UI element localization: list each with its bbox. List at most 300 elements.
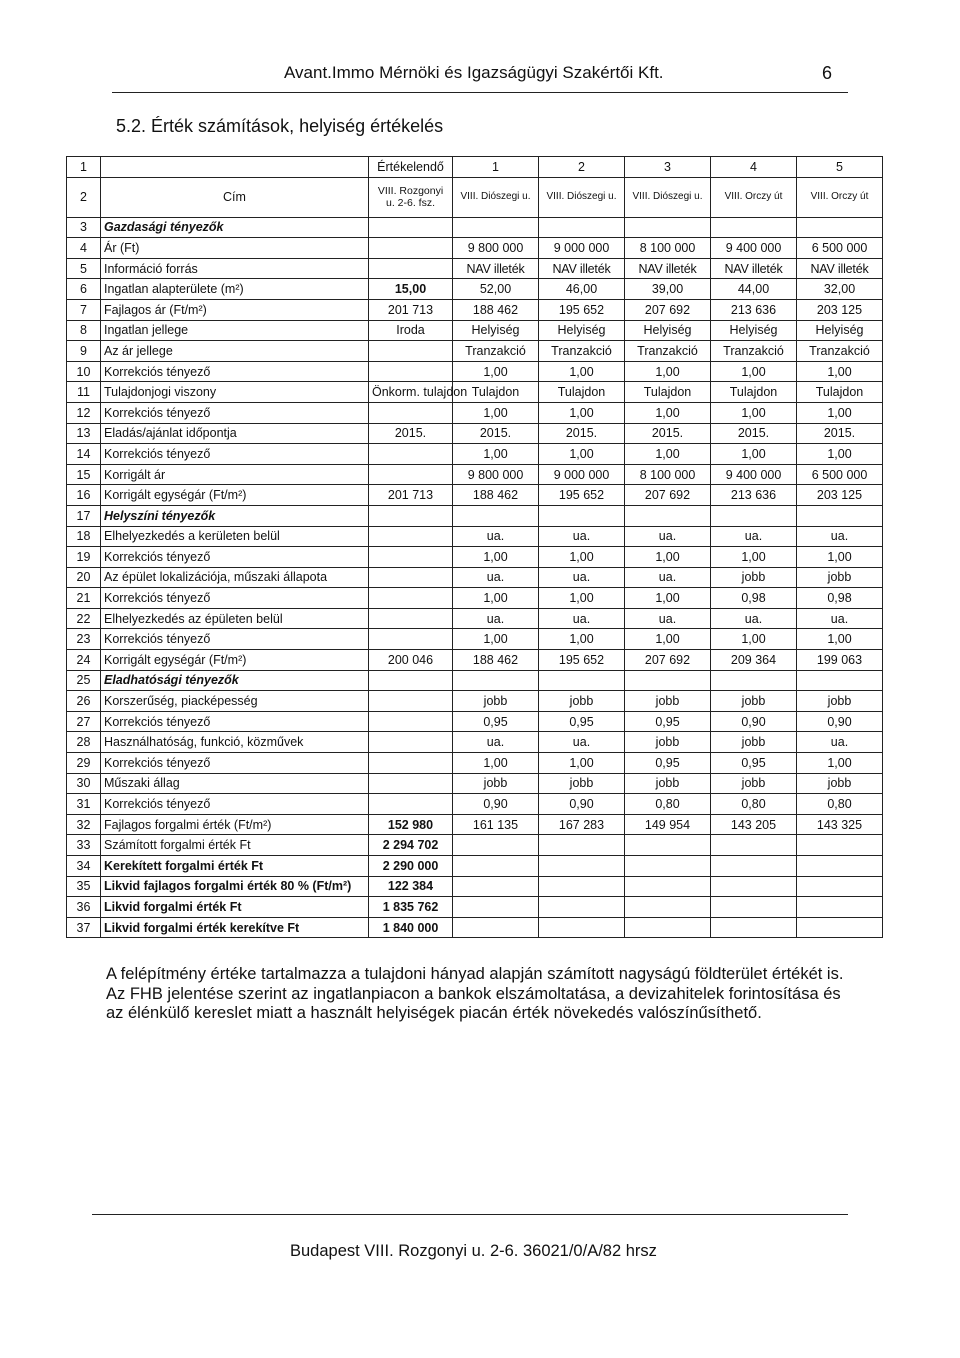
table-row — [67, 711, 883, 732]
row-label: Ár (Ft) — [101, 238, 369, 259]
comp-value: Tranzakció — [453, 341, 539, 362]
comp-value: 1,00 — [539, 444, 625, 465]
comp-value: 6 500 000 — [797, 464, 883, 485]
row-number: 15 — [67, 464, 101, 485]
comp-value — [797, 876, 883, 897]
row-label: Tulajdonjogi viszony — [101, 382, 369, 403]
comp-value: 203 125 — [797, 485, 883, 506]
comp-value: ua. — [797, 608, 883, 629]
subject-value — [369, 238, 453, 259]
comp-value — [625, 897, 711, 918]
comp-address: VIII. Diószegi u. — [539, 177, 625, 217]
row-label: Likvid fajlagos forgalmi érték 80 % (Ft/m²) — [101, 876, 369, 897]
section-heading: Gazdasági tényezők — [101, 217, 369, 238]
valuation-table — [66, 156, 883, 938]
comp-value — [453, 897, 539, 918]
comp-value: Tranzakció — [711, 341, 797, 362]
row-label: Korrekciós tényező — [101, 444, 369, 465]
comp-value — [797, 856, 883, 877]
row-number: 12 — [67, 402, 101, 423]
subject-value: 1 840 000 — [369, 917, 453, 938]
table-row — [67, 814, 883, 835]
comp-value: 188 462 — [453, 485, 539, 506]
comp-value: 213 636 — [711, 299, 797, 320]
row-number: 24 — [67, 650, 101, 671]
subject-value — [369, 547, 453, 568]
row-label: Korrigált ár — [101, 464, 369, 485]
comp-value: 1,00 — [453, 444, 539, 465]
comp-value: Tranzakció — [797, 341, 883, 362]
table-row — [67, 238, 883, 259]
subject-value — [369, 402, 453, 423]
comp-value — [711, 856, 797, 877]
comp-value: 0,95 — [625, 711, 711, 732]
row-number: 30 — [67, 773, 101, 794]
table-row — [67, 547, 883, 568]
company-header: Avant.Immo Mérnöki és Igazságügyi Szakértői Kft. — [284, 63, 664, 82]
comp-value: Helyiség — [711, 320, 797, 341]
row-label: Korrekciós tényező — [101, 753, 369, 774]
subject-value — [369, 341, 453, 362]
comp-value: 1,00 — [539, 402, 625, 423]
comp-value: 9 400 000 — [711, 238, 797, 259]
table-row — [67, 382, 883, 403]
row-number: 28 — [67, 732, 101, 753]
table-row — [67, 732, 883, 753]
comp-address: VIII. Diószegi u. — [453, 177, 539, 217]
comp-value: 0,95 — [453, 711, 539, 732]
subject-value — [369, 670, 453, 691]
subject-value — [369, 588, 453, 609]
row-number: 13 — [67, 423, 101, 444]
comp-value: 2015. — [711, 423, 797, 444]
comp-value: jobb — [711, 567, 797, 588]
comp-value — [539, 876, 625, 897]
comp-value — [711, 505, 797, 526]
comp-value: NAV illeték — [797, 258, 883, 279]
comp-value: NAV illeték — [625, 258, 711, 279]
comp-value — [711, 835, 797, 856]
comp-value: Tulajdon — [711, 382, 797, 403]
comp-value: 2015. — [539, 423, 625, 444]
row-label: Az épület lokalizációja, műszaki állapota — [101, 567, 369, 588]
subject-value: 200 046 — [369, 650, 453, 671]
row-label: Korrekciós tényező — [101, 547, 369, 568]
table-row — [67, 670, 883, 691]
comp-value: 1,00 — [453, 361, 539, 382]
table-row — [67, 320, 883, 341]
comp-value: 195 652 — [539, 299, 625, 320]
table-row — [67, 157, 883, 178]
subject-value — [369, 526, 453, 547]
comp-value: 203 125 — [797, 299, 883, 320]
comp-value: Helyiség — [625, 320, 711, 341]
table-row — [67, 876, 883, 897]
comp-value — [711, 876, 797, 897]
comp-value — [711, 670, 797, 691]
comp-value: 188 462 — [453, 299, 539, 320]
comp-value — [453, 835, 539, 856]
row-label: Korrigált egységár (Ft/m²) — [101, 650, 369, 671]
comp-value — [453, 217, 539, 238]
subject-value: Iroda — [369, 320, 453, 341]
subject-value: Önkorm. tulajdon — [369, 382, 453, 403]
row-number: 8 — [67, 320, 101, 341]
comp-value — [625, 856, 711, 877]
comp-value: ua. — [797, 732, 883, 753]
comp-value: NAV illeték — [453, 258, 539, 279]
comp-value — [625, 670, 711, 691]
table-row — [67, 753, 883, 774]
comp-value: jobb — [711, 691, 797, 712]
row-label: Ingatlan jellege — [101, 320, 369, 341]
comp-value — [539, 217, 625, 238]
comp-value: 1,00 — [453, 402, 539, 423]
row-label: Műszaki állag — [101, 773, 369, 794]
comp-value: Helyiség — [539, 320, 625, 341]
table-row — [67, 691, 883, 712]
comp-value: jobb — [625, 732, 711, 753]
comp-value: 1,00 — [711, 547, 797, 568]
comp-value: 6 500 000 — [797, 238, 883, 259]
comp-value: 195 652 — [539, 485, 625, 506]
comp-value: 1,00 — [453, 629, 539, 650]
row-number: 3 — [67, 217, 101, 238]
row-number: 11 — [67, 382, 101, 403]
comp-value — [625, 505, 711, 526]
row-label — [101, 157, 369, 178]
comp-value — [453, 505, 539, 526]
table-row — [67, 505, 883, 526]
comp-value: NAV illeték — [711, 258, 797, 279]
comp-value: jobb — [539, 773, 625, 794]
comp-value — [539, 856, 625, 877]
comp-value: 1,00 — [797, 361, 883, 382]
subject-value — [369, 773, 453, 794]
comp-number: 3 — [625, 157, 711, 178]
row-number: 20 — [67, 567, 101, 588]
table-row — [67, 588, 883, 609]
row-label: Használhatóság, funkció, közművek — [101, 732, 369, 753]
table-row — [67, 258, 883, 279]
table-row — [67, 464, 883, 485]
row-number: 9 — [67, 341, 101, 362]
comp-value: 2015. — [625, 423, 711, 444]
comp-value — [797, 897, 883, 918]
table-row — [67, 856, 883, 877]
row-number: 1 — [67, 157, 101, 178]
table-row — [67, 917, 883, 938]
header-divider — [112, 92, 848, 93]
row-label: Ingatlan alapterülete (m²) — [101, 279, 369, 300]
comp-value: 143 325 — [797, 814, 883, 835]
comp-value: Helyiség — [797, 320, 883, 341]
row-number: 34 — [67, 856, 101, 877]
table-row — [67, 526, 883, 547]
section-heading: Helyszíni tényezők — [101, 505, 369, 526]
comp-value: 1,00 — [797, 444, 883, 465]
subject-value — [369, 732, 453, 753]
comp-value: jobb — [453, 691, 539, 712]
comp-value: 1,00 — [797, 629, 883, 650]
comp-value: 0,98 — [711, 588, 797, 609]
comp-value: jobb — [711, 773, 797, 794]
comp-value: ua. — [539, 567, 625, 588]
comp-value — [625, 917, 711, 938]
comp-value — [797, 505, 883, 526]
subject-value: 152 980 — [369, 814, 453, 835]
row-number: 18 — [67, 526, 101, 547]
comp-value: 1,00 — [453, 547, 539, 568]
row-number: 16 — [67, 485, 101, 506]
subject-value — [369, 361, 453, 382]
page-number: 6 — [822, 63, 833, 83]
table-row — [67, 217, 883, 238]
comp-value — [453, 876, 539, 897]
comp-value: 1,00 — [453, 588, 539, 609]
table-row — [67, 650, 883, 671]
comp-value: ua. — [625, 608, 711, 629]
comp-value — [539, 835, 625, 856]
table-row — [67, 485, 883, 506]
footer-address: Budapest VIII. Rozgonyi u. 2-6. 36021/0/A/82 hrsz — [290, 1242, 657, 1260]
row-label: Korrekciós tényező — [101, 588, 369, 609]
comp-value — [625, 876, 711, 897]
comp-value — [539, 670, 625, 691]
comp-value: 39,00 — [625, 279, 711, 300]
comp-value: 0,90 — [539, 794, 625, 815]
comp-value: 199 063 — [797, 650, 883, 671]
comp-value: 1,00 — [797, 402, 883, 423]
table-row — [67, 423, 883, 444]
comp-value: ua. — [453, 567, 539, 588]
table-row — [67, 279, 883, 300]
table-row — [67, 629, 883, 650]
comp-value: jobb — [797, 691, 883, 712]
comp-value: jobb — [453, 773, 539, 794]
comp-value: 143 205 — [711, 814, 797, 835]
comp-value: 161 135 — [453, 814, 539, 835]
comp-value: 2015. — [797, 423, 883, 444]
subject-value — [369, 505, 453, 526]
subject-value: 201 713 — [369, 299, 453, 320]
comp-value: 0,98 — [797, 588, 883, 609]
comp-value: 52,00 — [453, 279, 539, 300]
table-row — [67, 835, 883, 856]
comp-value — [539, 505, 625, 526]
row-label: Fajlagos forgalmi érték (Ft/m²) — [101, 814, 369, 835]
comp-value: 9 000 000 — [539, 238, 625, 259]
table-row — [67, 608, 883, 629]
comp-value: Tranzakció — [539, 341, 625, 362]
comp-value: Helyiség — [453, 320, 539, 341]
comp-value: jobb — [711, 732, 797, 753]
comp-value — [539, 917, 625, 938]
row-number: 31 — [67, 794, 101, 815]
row-label: Kerekített forgalmi érték Ft — [101, 856, 369, 877]
comp-value: Tulajdon — [797, 382, 883, 403]
row-number: 21 — [67, 588, 101, 609]
comp-number: 4 — [711, 157, 797, 178]
section-title: 5.2. Érték számítások, helyiség értékelés — [116, 116, 444, 136]
row-number: 22 — [67, 608, 101, 629]
comp-value: 209 364 — [711, 650, 797, 671]
comp-number: 2 — [539, 157, 625, 178]
comp-value: jobb — [539, 691, 625, 712]
comp-value: 1,00 — [797, 547, 883, 568]
comp-value: ua. — [453, 732, 539, 753]
table-row — [67, 794, 883, 815]
explanatory-paragraph: A felépítmény értéke tartalmazza a tulajdoni hányad alapján számított nagyságú földterület értékét is. Az FHB jelentése szerint az ingatlanpiacon a bankok elszámoltatása, a devizahitelek forintosítása és az élénkülő kereslet miatt a használt helyiségek piacán érték növekedés valószínűsíthető. — [106, 965, 844, 1022]
comp-value: Tulajdon — [539, 382, 625, 403]
row-number: 6 — [67, 279, 101, 300]
comp-value: 9 400 000 — [711, 464, 797, 485]
row-label: Likvid forgalmi érték Ft — [101, 897, 369, 918]
comp-value: 0,90 — [797, 711, 883, 732]
comp-value: 32,00 — [797, 279, 883, 300]
row-label: Korrigált egységár (Ft/m²) — [101, 485, 369, 506]
comp-value: 207 692 — [625, 299, 711, 320]
row-number: 25 — [67, 670, 101, 691]
subject-value: 1 835 762 — [369, 897, 453, 918]
table-row — [67, 897, 883, 918]
comp-value: ua. — [539, 608, 625, 629]
comp-value: 1,00 — [625, 402, 711, 423]
comp-value: Tranzakció — [625, 341, 711, 362]
row-number: 2 — [67, 177, 101, 217]
comp-value — [453, 917, 539, 938]
comp-value: 1,00 — [625, 361, 711, 382]
row-label: Likvid forgalmi érték kerekítve Ft — [101, 917, 369, 938]
row-number: 4 — [67, 238, 101, 259]
comp-address: VIII. Orczy út — [797, 177, 883, 217]
row-label: Az ár jellege — [101, 341, 369, 362]
comp-value: 195 652 — [539, 650, 625, 671]
comp-value: ua. — [625, 526, 711, 547]
row-label: Korrekciós tényező — [101, 629, 369, 650]
comp-value — [539, 897, 625, 918]
comp-value: 1,00 — [539, 629, 625, 650]
comp-value: 1,00 — [453, 753, 539, 774]
table-row — [67, 402, 883, 423]
subject-value — [369, 691, 453, 712]
comp-value: 1,00 — [797, 753, 883, 774]
comp-value: jobb — [797, 567, 883, 588]
table-row — [67, 444, 883, 465]
row-label: Fajlagos ár (Ft/m²) — [101, 299, 369, 320]
comp-value: jobb — [625, 691, 711, 712]
subject-address: VIII. Rozgonyi u. 2-6. fsz. — [369, 177, 453, 217]
row-label: Számított forgalmi érték Ft — [101, 835, 369, 856]
comp-value — [711, 917, 797, 938]
table-row — [67, 299, 883, 320]
comp-value: 1,00 — [539, 547, 625, 568]
comp-value — [797, 917, 883, 938]
row-number: 27 — [67, 711, 101, 732]
comp-number: 5 — [797, 157, 883, 178]
comp-value — [797, 217, 883, 238]
row-number: 23 — [67, 629, 101, 650]
subject-value: 2015. — [369, 423, 453, 444]
comp-value — [711, 217, 797, 238]
comp-value — [797, 835, 883, 856]
comp-value: ua. — [453, 526, 539, 547]
comp-value: 207 692 — [625, 485, 711, 506]
subject-value: 2 290 000 — [369, 856, 453, 877]
comp-value: 1,00 — [539, 588, 625, 609]
comp-value: ua. — [797, 526, 883, 547]
row-number: 19 — [67, 547, 101, 568]
comp-value — [625, 835, 711, 856]
comp-value: 0,80 — [797, 794, 883, 815]
comp-value: 1,00 — [711, 629, 797, 650]
row-label: Korrekciós tényező — [101, 794, 369, 815]
comp-value: 8 100 000 — [625, 238, 711, 259]
table-row — [67, 567, 883, 588]
comp-value: 1,00 — [711, 361, 797, 382]
row-label: Korszerűség, piacképesség — [101, 691, 369, 712]
subject-value — [369, 608, 453, 629]
comp-value — [453, 670, 539, 691]
comp-value: 8 100 000 — [625, 464, 711, 485]
comp-value: ua. — [539, 526, 625, 547]
comp-value: Tulajdon — [453, 382, 539, 403]
comp-value: 213 636 — [711, 485, 797, 506]
row-number: 26 — [67, 691, 101, 712]
row-number: 29 — [67, 753, 101, 774]
comp-value: 1,00 — [539, 361, 625, 382]
comp-value: 0,95 — [539, 711, 625, 732]
comp-address: VIII. Orczy út — [711, 177, 797, 217]
comp-value: 0,80 — [711, 794, 797, 815]
section-heading: Eladhatósági tényezők — [101, 670, 369, 691]
subject-header: Értékelendő — [369, 157, 453, 178]
row-number: 35 — [67, 876, 101, 897]
comp-value: 188 462 — [453, 650, 539, 671]
subject-value: 15,00 — [369, 279, 453, 300]
comp-value: 0,80 — [625, 794, 711, 815]
row-label: Információ forrás — [101, 258, 369, 279]
row-number: 36 — [67, 897, 101, 918]
comp-value: Tulajdon — [625, 382, 711, 403]
table-row — [67, 773, 883, 794]
row-number: 10 — [67, 361, 101, 382]
row-label: Korrekciós tényező — [101, 711, 369, 732]
comp-value — [453, 856, 539, 877]
row-label: Elhelyezkedés az épületen belül — [101, 608, 369, 629]
subject-value — [369, 464, 453, 485]
comp-value: 1,00 — [625, 444, 711, 465]
subject-value — [369, 217, 453, 238]
comp-value: 44,00 — [711, 279, 797, 300]
table-row — [67, 341, 883, 362]
comp-value: 1,00 — [711, 444, 797, 465]
comp-value: 1,00 — [625, 588, 711, 609]
comp-value: jobb — [797, 773, 883, 794]
comp-value: ua. — [711, 608, 797, 629]
row-number: 33 — [67, 835, 101, 856]
comp-value: 0,90 — [711, 711, 797, 732]
comp-value — [797, 670, 883, 691]
subject-value — [369, 794, 453, 815]
comp-value: 9 000 000 — [539, 464, 625, 485]
comp-value: 1,00 — [711, 402, 797, 423]
subject-value: 201 713 — [369, 485, 453, 506]
subject-value — [369, 711, 453, 732]
row-label: Korrekciós tényező — [101, 361, 369, 382]
table-row — [67, 177, 883, 217]
comp-value: ua. — [539, 732, 625, 753]
